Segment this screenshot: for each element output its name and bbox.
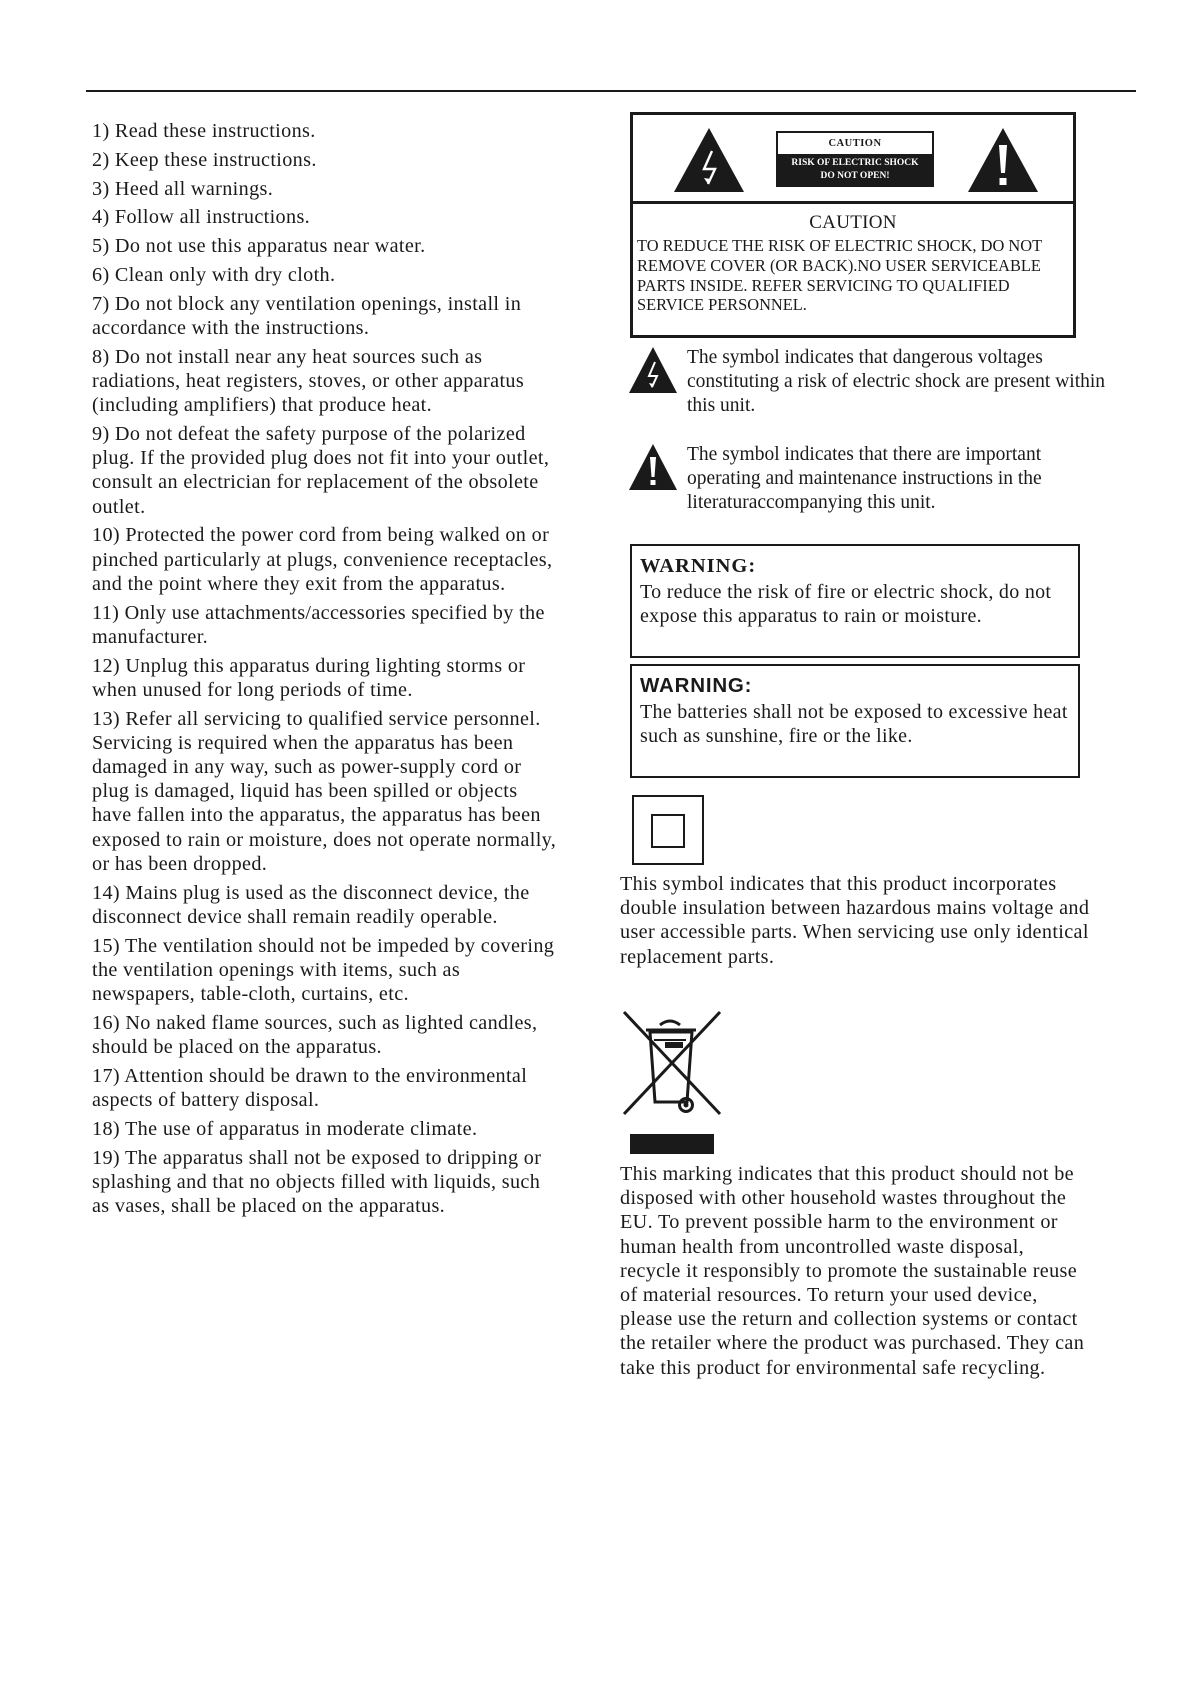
double-insulation-inner-square xyxy=(651,814,685,848)
instruction-item: 9) Do not defeat the safety purpose of the polarized plug. If the provided plug does not fit into your outlet, consult an electrician for replacement of the obsolete outlet. xyxy=(92,422,550,518)
caution-label-risk xyxy=(778,154,932,187)
safety-instructions-list xyxy=(92,119,562,1223)
warning-box-batteries xyxy=(630,664,1080,778)
warning-text: The batteries shall not be exposed to excessive heat such as sunshine, fire or the like. xyxy=(640,701,1068,747)
instruction-item: 5) Do not use this apparatus near water. xyxy=(92,235,426,258)
important-instructions-text: The symbol indicates that there are important operating and maintenance instructions in the literaturaccompanying this unit. xyxy=(687,444,1042,513)
instruction-item: 13) Refer all servicing to qualified service personnel. Servicing is required when the apparatus has been damaged in any way, such as power-supply cord or plug is damaged, liquid has been spilled or objects have fallen into the apparatus, the apparatus has been exposed to rain or moisture, does not operate normally, or has been dropped. xyxy=(92,707,557,875)
instruction-item: 10) Protected the power cord from being walked on or pinched particularly at plugs, convenience receptacles, and the point where they exit from the apparatus. xyxy=(92,524,553,595)
instruction-item: 6) Clean only with dry cloth. xyxy=(92,263,336,286)
instruction-item: 12) Unplug this apparatus during lighting storms or when unused for long periods of time. xyxy=(92,654,526,701)
caution-box xyxy=(630,112,1076,338)
instruction-item: 16) No naked flame sources, such as lighted candles, should be placed on the apparatus. xyxy=(92,1011,538,1059)
double-insulation-text: This symbol indicates that this product incorporates double insulation between hazardous mains voltage and user accessible parts. When servicing use only identical replacement parts. xyxy=(620,873,1090,968)
caution-label-title: CAUTION xyxy=(828,138,882,149)
instruction-item: 18) The use of apparatus in moderate climate. xyxy=(92,1117,478,1140)
instruction-item: 8) Do not install near any heat sources such as radiations, heat registers, stoves, or other apparatus (including amplifiers) that produce heat. xyxy=(92,345,525,417)
crossed-out-wheelie-bin-icon xyxy=(620,1008,724,1118)
caution-symbols-row xyxy=(633,115,1073,204)
weee-black-bar xyxy=(630,1134,714,1154)
instruction-item: 17) Attention should be drawn to the environmental aspects of battery disposal. xyxy=(92,1064,528,1112)
instruction-item: 2) Keep these instructions. xyxy=(92,148,317,171)
caution-body xyxy=(633,204,1073,315)
caution-heading: CAUTION xyxy=(809,212,897,233)
header-rule xyxy=(86,90,1136,92)
instruction-item: 15) The ventilation should not be impeded by covering the ventilation openings with items, such as newspapers, table-cloth, curtains, etc. xyxy=(92,934,555,1006)
exclamation-triangle-icon xyxy=(628,443,678,491)
warning-title: WARNING: xyxy=(640,555,757,577)
exclamation-triangle-icon xyxy=(967,127,1039,193)
caution-text: TO REDUCE THE RISK OF ELECTRIC SHOCK, DO NOT REMOVE COVER (OR BACK).NO USER SERVICEABLE PARTS INSIDE. REFER SERVICING TO QUALIFIED SERVICE PERSONNEL. xyxy=(637,236,1042,315)
risk-line: DO NOT OPEN! xyxy=(820,171,890,181)
instruction-item: 11) Only use attachments/accessories specified by the manufacturer. xyxy=(92,601,545,648)
double-insulation-icon xyxy=(632,795,704,865)
instruction-item: 1) Read these instructions. xyxy=(92,120,316,142)
instruction-item: 4) Follow all instructions. xyxy=(92,206,311,229)
instruction-item: 3) Heed all warnings. xyxy=(92,177,274,200)
warning-title: WARNING: xyxy=(640,674,753,697)
weee-text: This marking indicates that this product should not be disposed with other household wastes throughout the EU. To prevent possible harm to the environment or human health from uncontrolled waste disposal, recycle it responsibly to promote the sustainable reuse of material resources. To return your used device, please use the return and collection systems or contact the retailer where the product was purchased. They can take this product for environmental safe recycling. xyxy=(620,1163,1085,1379)
lightning-triangle-icon xyxy=(673,127,745,193)
caution-label xyxy=(776,131,934,187)
warning-box-moisture xyxy=(630,544,1080,658)
instruction-item: 14) Mains plug is used as the disconnect device, the disconnect device shall remain readily operable. xyxy=(92,881,530,928)
instruction-item: 19) The apparatus shall not be exposed to dripping or splashing and that no objects filled with liquids, such as vases, shall be placed on the apparatus. xyxy=(92,1146,542,1218)
dangerous-voltage-text: The symbol indicates that dangerous voltages constituting a risk of electric shock are present within this unit. xyxy=(687,347,1106,416)
instruction-item: 7) Do not block any ventilation openings, install in accordance with the instructions. xyxy=(92,292,522,339)
lightning-triangle-icon xyxy=(628,346,678,394)
warning-text: To reduce the risk of fire or electric shock, do not expose this apparatus to rain or moisture. xyxy=(640,581,1052,627)
risk-line: RISK OF ELECTRIC SHOCK xyxy=(791,158,919,168)
